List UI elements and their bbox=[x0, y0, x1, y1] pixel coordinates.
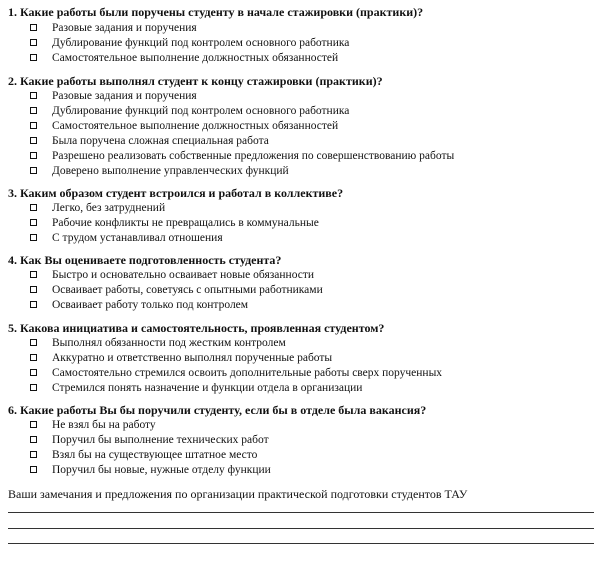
comment-line-1[interactable] bbox=[8, 512, 594, 513]
checkbox-icon[interactable] bbox=[30, 451, 37, 458]
checkbox-icon[interactable] bbox=[30, 354, 37, 361]
checkbox-icon[interactable] bbox=[30, 152, 37, 159]
question-3-option-3[interactable]: С трудом устанавливал отношения bbox=[30, 231, 223, 245]
checkbox-icon[interactable] bbox=[30, 466, 37, 473]
checkbox-icon[interactable] bbox=[30, 122, 37, 129]
checkbox-icon[interactable] bbox=[30, 54, 37, 61]
question-2-option-2[interactable]: Дублирование функций под контролем основного работника bbox=[30, 104, 349, 118]
question-3-option-2[interactable]: Рабочие конфликты не превращались в коммунальные bbox=[30, 216, 319, 230]
checkbox-icon[interactable] bbox=[30, 137, 37, 144]
checkbox-icon[interactable] bbox=[30, 369, 37, 376]
question-1-option-3[interactable]: Самостоятельное выполнение должностных обязанностей bbox=[30, 51, 338, 65]
question-4-option-3[interactable]: Осваивает работу только под контролем bbox=[30, 298, 248, 312]
checkbox-icon[interactable] bbox=[30, 107, 37, 114]
checkbox-icon[interactable] bbox=[30, 339, 37, 346]
question-6-option-2[interactable]: Поручил бы выполнение технических работ bbox=[30, 433, 269, 447]
question-5-option-4[interactable]: Стремился понять назначение и функции отдела в организации bbox=[30, 381, 362, 395]
question-2-option-3[interactable]: Самостоятельное выполнение должностных обязанностей bbox=[30, 119, 338, 133]
question-2-option-5[interactable]: Разрешено реализовать собственные предложения по совершенствованию работы bbox=[30, 149, 454, 163]
checkbox-icon[interactable] bbox=[30, 301, 37, 308]
checkbox-icon[interactable] bbox=[30, 167, 37, 174]
question-2-option-1[interactable]: Разовые задания и поручения bbox=[30, 89, 197, 103]
checkbox-icon[interactable] bbox=[30, 286, 37, 293]
question-5-option-3[interactable]: Самостоятельно стремился освоить дополнительные работы сверх порученных bbox=[30, 366, 442, 380]
comment-line-2[interactable] bbox=[8, 528, 594, 529]
question-2-option-6[interactable]: Доверено выполнение управленческих функций bbox=[30, 164, 289, 178]
checkbox-icon[interactable] bbox=[30, 234, 37, 241]
checkbox-icon[interactable] bbox=[30, 436, 37, 443]
question-4-option-1[interactable]: Быстро и основательно осваивает новые обязанности bbox=[30, 268, 314, 282]
checkbox-icon[interactable] bbox=[30, 384, 37, 391]
checkbox-icon[interactable] bbox=[30, 271, 37, 278]
comment-line-3[interactable] bbox=[8, 543, 594, 544]
question-1-option-2[interactable]: Дублирование функций под контролем основного работника bbox=[30, 36, 349, 50]
checkbox-icon[interactable] bbox=[30, 24, 37, 31]
question-1-option-1[interactable]: Разовые задания и поручения bbox=[30, 21, 197, 35]
question-5-option-1[interactable]: Выполнял обязанности под жестким контролем bbox=[30, 336, 286, 350]
question-4-option-2[interactable]: Осваивает работы, советуясь с опытными работниками bbox=[30, 283, 323, 297]
checkbox-icon[interactable] bbox=[30, 39, 37, 46]
question-6-option-1[interactable]: Не взял бы на работу bbox=[30, 418, 156, 432]
question-2-title: 2. Какие работы выполнял студент к концу стажировки (практики)? bbox=[8, 74, 383, 88]
checkbox-icon[interactable] bbox=[30, 92, 37, 99]
question-3-title: 3. Каким образом студент встроился и работал в коллективе? bbox=[8, 186, 344, 200]
question-6-title: 6. Какие работы Вы бы поручили студенту, если бы в отделе была вакансия? bbox=[8, 403, 427, 417]
question-6-option-4[interactable]: Поручил бы новые, нужные отделу функции bbox=[30, 463, 271, 477]
checkbox-icon[interactable] bbox=[30, 219, 37, 226]
question-1-title: 1. Какие работы были поручены студенту в начале стажировки (практики)? bbox=[8, 5, 424, 19]
question-3-option-1[interactable]: Легко, без затруднений bbox=[30, 201, 165, 215]
checkbox-icon[interactable] bbox=[30, 421, 37, 428]
question-6-option-3[interactable]: Взял бы на существующее штатное место bbox=[30, 448, 257, 462]
question-5-title: 5. Какова инициатива и самостоятельность, проявленная студентом? bbox=[8, 321, 385, 335]
question-4-title: 4. Как Вы оцениваете подготовленность студента? bbox=[8, 253, 282, 267]
question-5-option-2[interactable]: Аккуратно и ответственно выполнял порученные работы bbox=[30, 351, 332, 365]
question-2-option-4[interactable]: Была поручена сложная специальная работа bbox=[30, 134, 269, 148]
checkbox-icon[interactable] bbox=[30, 204, 37, 211]
comments-label: Ваши замечания и предложения по организации практической подготовки студентов ТАУ bbox=[8, 487, 468, 501]
